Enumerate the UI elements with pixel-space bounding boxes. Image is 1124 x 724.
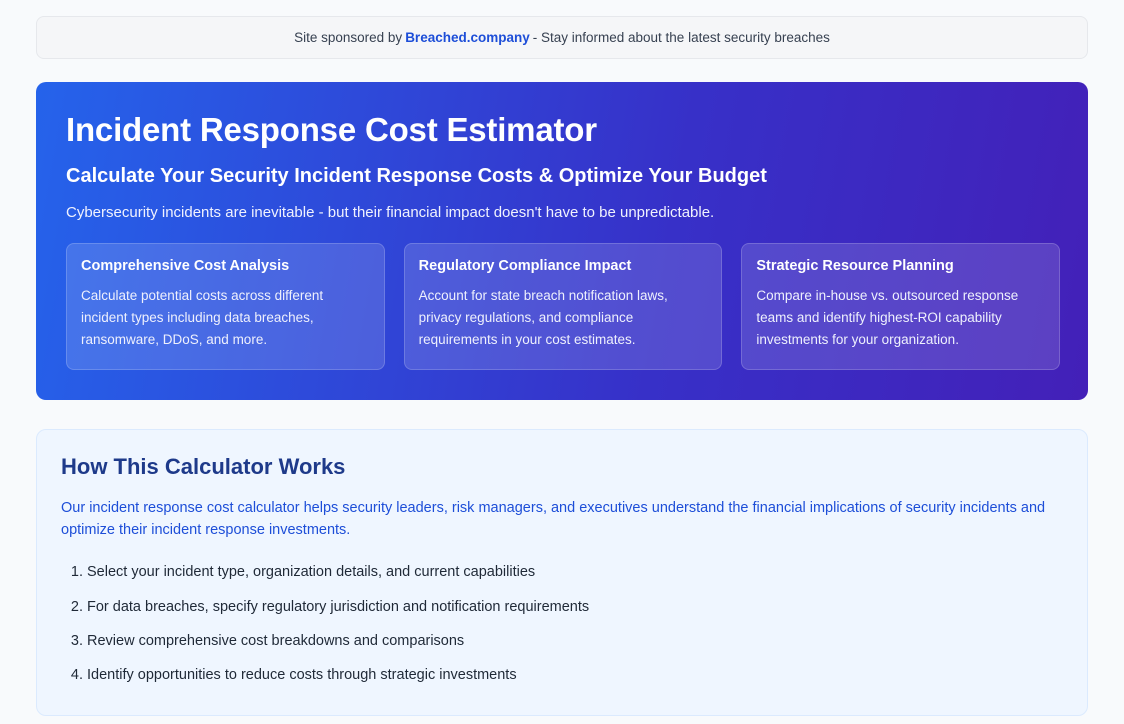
how-it-works-intro: Our incident response cost calculator helps security leaders, risk managers, and executives understand the financial implications of security incidents and optimize their incident response investments. <box>61 499 1046 538</box>
how-it-works-title: How This Calculator Works <box>61 453 346 479</box>
feature-card-list <box>66 243 1060 370</box>
list-item: 1. Select your incident type, organization details, and current capabilities <box>87 561 1061 584</box>
feature-card-title: Comprehensive Cost Analysis <box>81 258 290 275</box>
feature-card-cost-analysis <box>66 243 385 370</box>
page-subtitle: Calculate Your Security Incident Response Costs & Optimize Your Budget <box>66 165 767 188</box>
feature-card-regulatory-compliance <box>404 243 723 370</box>
list-item: 4. Identify opportunities to reduce costs through strategic investments <box>87 664 1061 687</box>
how-it-works-steps <box>61 561 1061 687</box>
feature-card-text: Calculate potential costs across different incident types including data breaches, ransomware, DDoS, and more. <box>81 288 324 348</box>
sponsor-link[interactable]: Breached.company <box>405 30 530 45</box>
hero-lead-text: Cybersecurity incidents are inevitable - but their financial impact doesn't have to be unpredictable. <box>66 204 715 222</box>
how-it-works-section <box>36 429 1088 716</box>
sponsor-suffix-text: - Stay informed about the latest security breaches <box>532 30 830 45</box>
hero-section <box>36 82 1088 400</box>
page-title: Incident Response Cost Estimator <box>66 111 597 148</box>
list-item: 3. Review comprehensive cost breakdowns and comparisons <box>87 630 1061 653</box>
feature-card-title: Strategic Resource Planning <box>756 258 954 275</box>
feature-card-title: Regulatory Compliance Impact <box>418 258 632 275</box>
feature-card-text: Compare in-house vs. outsourced response teams and identify highest-ROI capability investments for your organization. <box>756 288 1019 348</box>
list-item: 2. For data breaches, specify regulatory jurisdiction and notification requirements <box>87 596 1061 619</box>
feature-card-resource-planning <box>741 243 1060 370</box>
feature-card-text: Account for state breach notification laws, privacy regulations, and compliance requirements in your cost estimates. <box>418 288 668 348</box>
sponsor-banner <box>36 16 1088 59</box>
sponsor-prefix-text: Site sponsored by <box>294 30 403 45</box>
